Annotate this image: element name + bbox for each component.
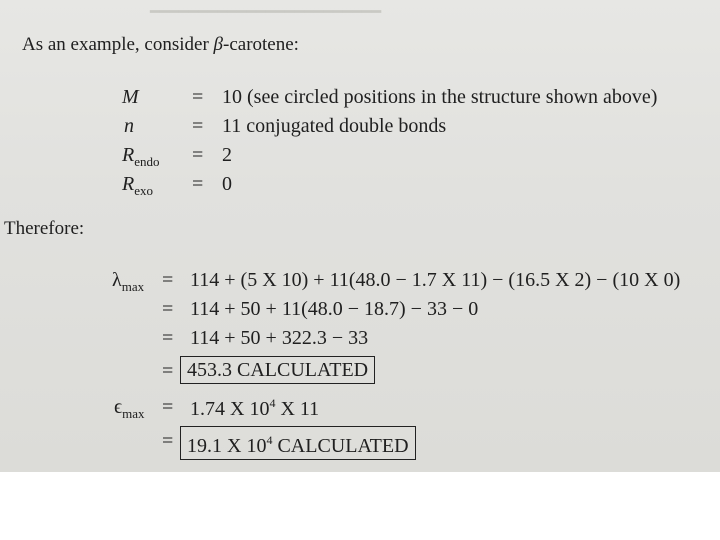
lambda-max-symbol [112,269,144,295]
lambda-symbol: λ [112,269,122,291]
definition-value: 10 (see circled positions in the structure shown above) [222,86,658,108]
definition-symbol: n [124,115,134,137]
definition-symbol: R [122,173,135,195]
definition-value: 11 conjugated double bonds [222,115,447,137]
epsilon-result-tail: CALCULATED [272,435,409,457]
definition-subscript: endo [134,154,160,169]
equation-equals: = [162,298,174,320]
epsilon-result-exponent: 4 [266,433,273,447]
epsilon-subscript: max [122,406,145,421]
definition-subscript: exo [134,183,153,198]
equation-equals: = [162,269,174,291]
epsilon-result-base: 19.1 X 10 [187,435,267,457]
beta-symbol: β [213,34,223,55]
lambda-subscript: max [121,279,145,294]
epsilon-result-box [180,426,416,460]
epsilon-line-exponent: 4 [269,396,276,410]
bleed-through-text: ━━━━━━━━━━━━━━━━━━━━━━━━ [150,4,382,21]
intro-prefix: As an example, consider [22,34,214,55]
lambda-line-3: 114 + 50 + 322.3 − 33 [190,327,369,349]
definition-value: 2 [222,144,232,166]
definition-row-m [122,86,139,109]
definition-symbol: M [122,86,139,108]
definition-equals: = [192,86,204,108]
definition-symbol: R [122,144,135,166]
epsilon-line-base: 1.74 X 10 [190,398,270,420]
lambda-line-1: 114 + (5 X 10) + 11(48.0 − 1.7 X 11) − (16.5 X 2) − (10 X 0) [190,269,681,291]
definition-equals: = [192,115,204,137]
equation-equals: = [162,430,174,452]
equation-equals: = [162,396,174,418]
epsilon-symbol: ϵ [114,396,123,418]
epsilon-line [190,396,319,421]
lambda-line-2: 114 + 50 + 11(48.0 − 18.7) − 33 − 0 [190,298,479,320]
equation-equals: = [162,360,174,382]
definition-value: 0 [222,173,232,195]
definition-row-rendo [122,144,160,170]
intro-suffix: -carotene: [223,34,299,55]
epsilon-max-symbol [114,396,145,422]
epsilon-line-tail: X 11 [275,398,320,420]
equation-equals: = [162,327,174,349]
therefore-label: Therefore: [4,218,85,239]
definition-equals: = [192,144,204,166]
page-margin [0,472,720,540]
definition-row-n [124,115,134,138]
intro-line [22,34,299,56]
definition-row-rexo [122,173,153,199]
lambda-result-box: 453.3 CALCULATED [180,356,375,384]
definition-equals: = [192,173,204,195]
